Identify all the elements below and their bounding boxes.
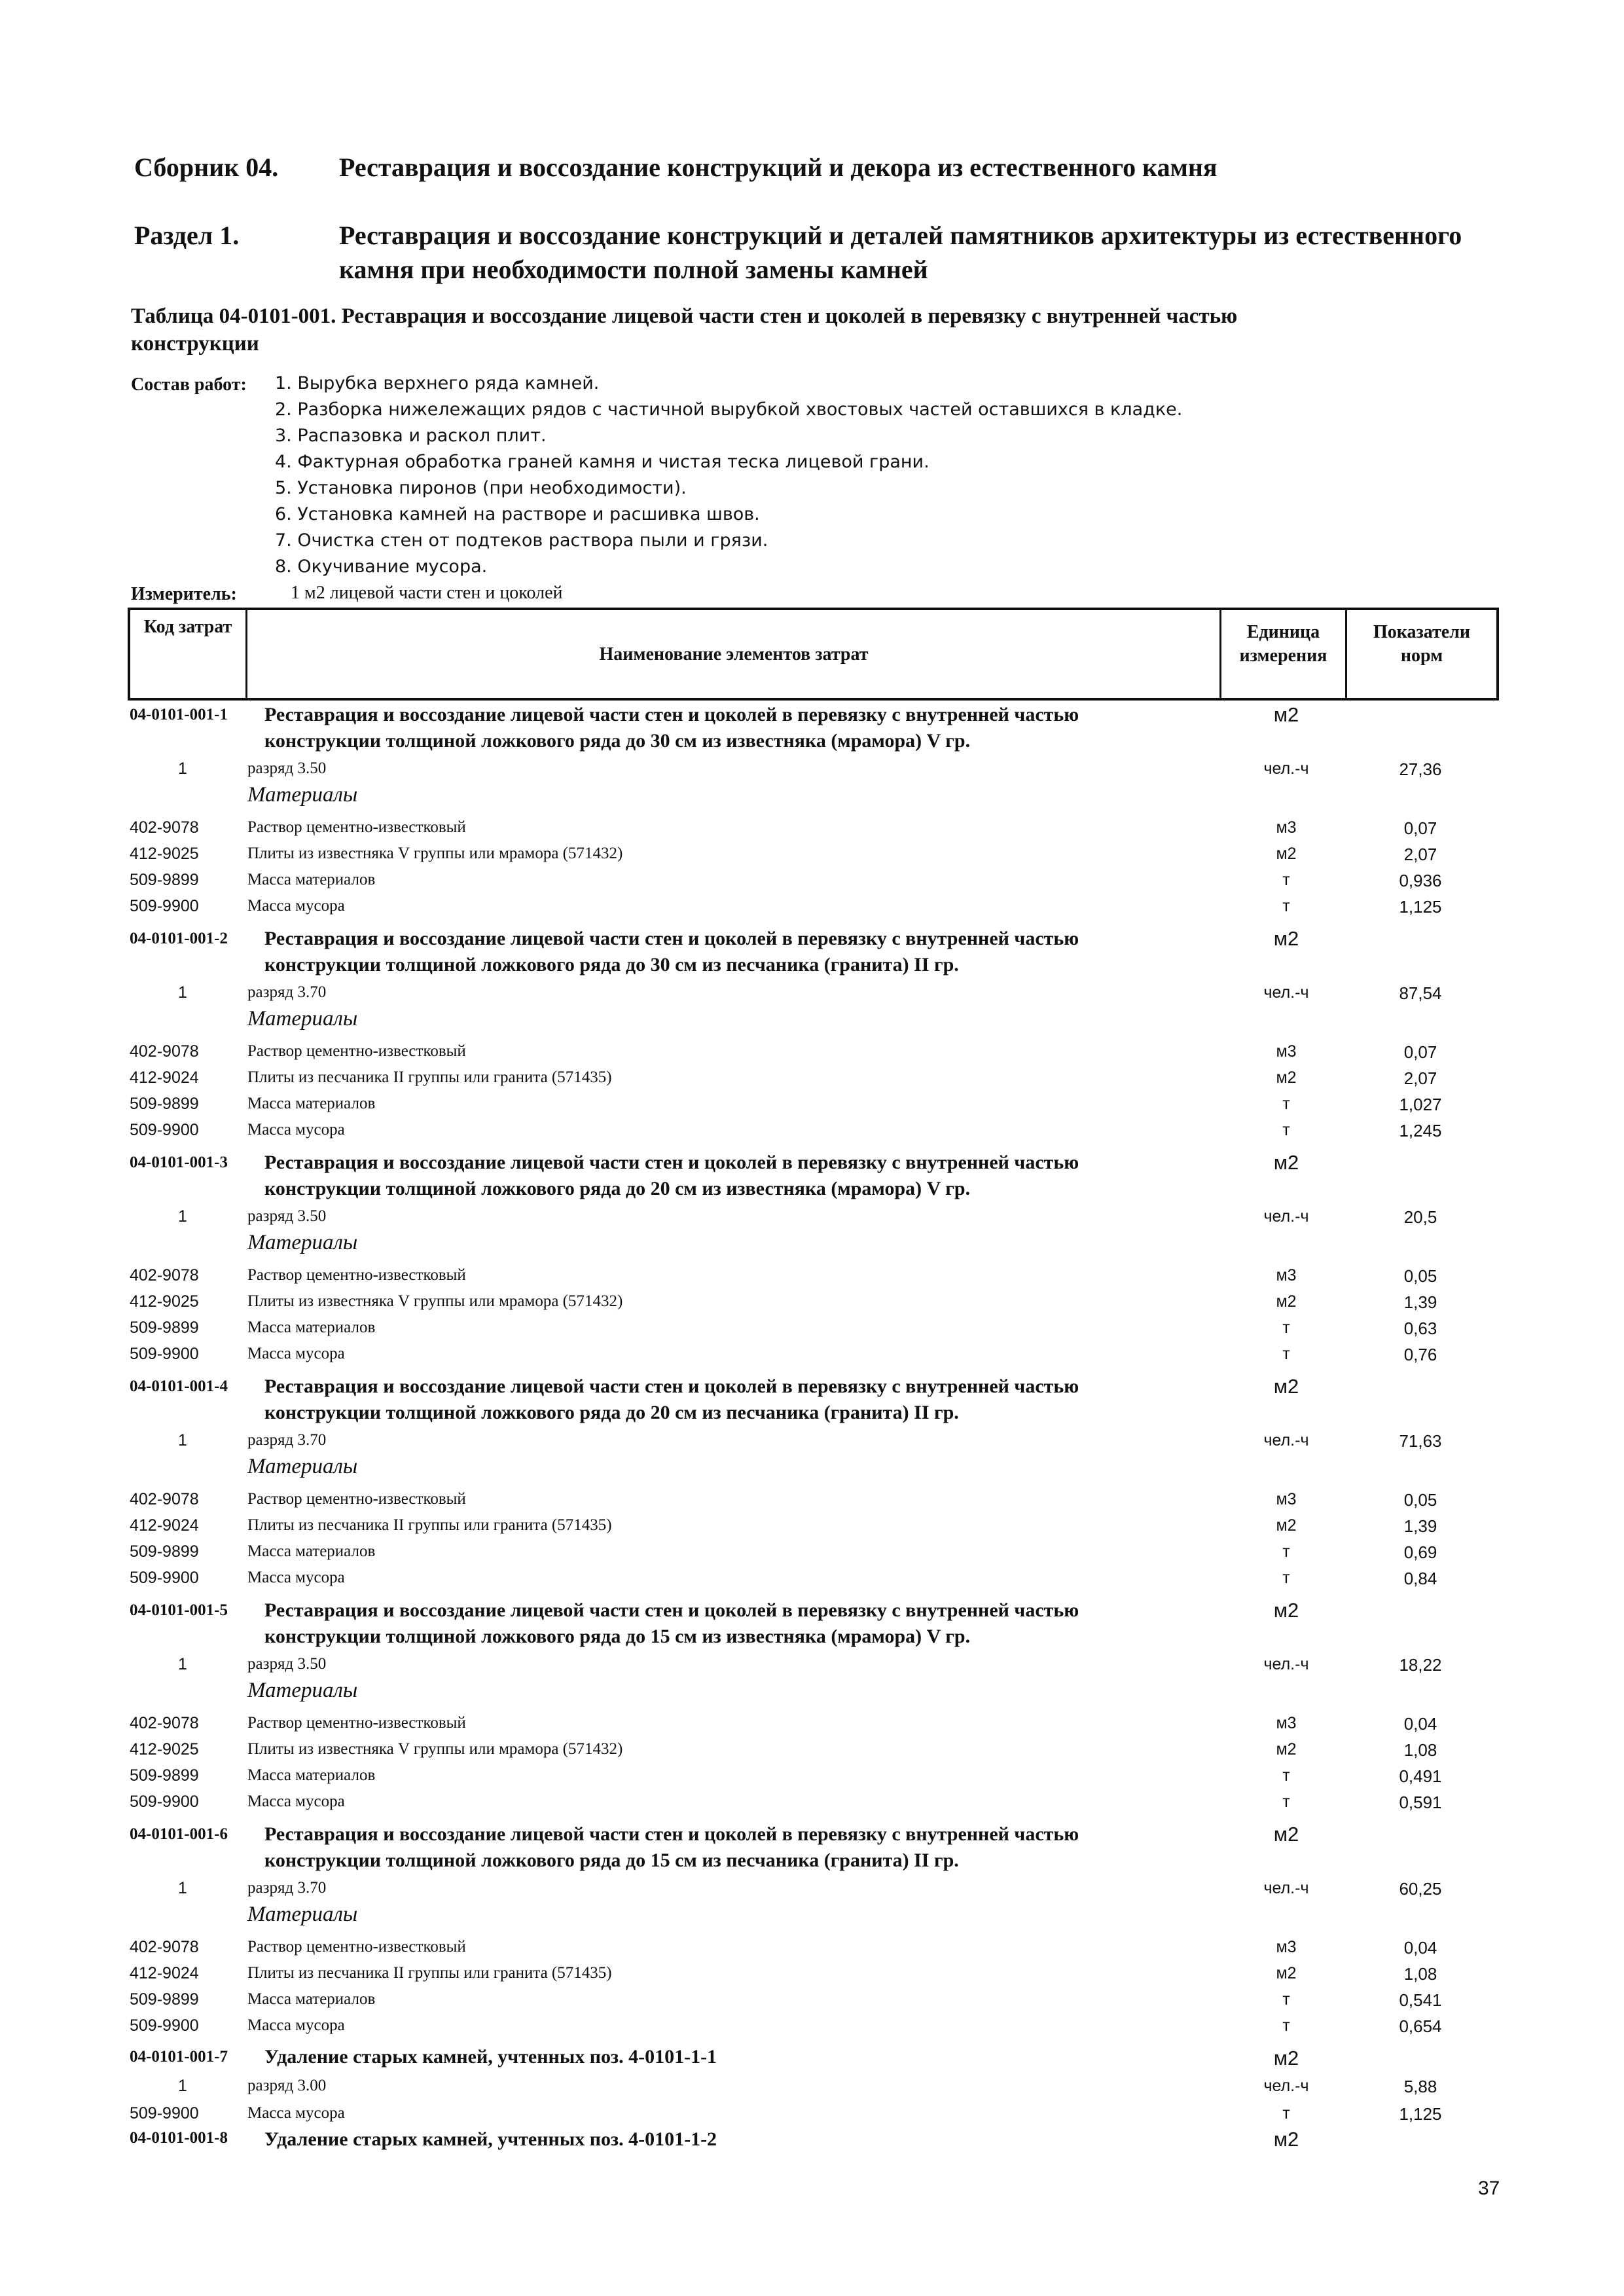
material-name: Плиты из известняка V группы или мрамора (571432): [247, 1292, 623, 1310]
material-unit: м2: [1276, 1068, 1297, 1087]
page-number: 37: [1478, 2178, 1500, 2199]
material-code: 402-9078: [130, 1266, 199, 1285]
material-unit: т: [1282, 871, 1290, 889]
labor-name: разряд 3.70: [247, 983, 327, 1001]
table-caption-line2: конструкции: [131, 332, 259, 355]
material-unit: т: [1282, 1793, 1290, 1811]
entry-unit: м2: [1273, 703, 1299, 726]
material-value: 1,125: [1399, 2104, 1442, 2124]
meter-label: Измеритель:: [131, 584, 237, 604]
material-value: 0,07: [1403, 1042, 1437, 1062]
material-value: 0,84: [1403, 1569, 1437, 1588]
entry-title: [264, 926, 1079, 978]
labor-unit: чел.-ч: [1263, 1655, 1309, 1673]
material-name: Масса материалов: [247, 1766, 376, 1784]
material-unit: м3: [1276, 1714, 1297, 1732]
entry-title-line2: конструкции толщиной ложкового ряда до 15 см из известняка (мрамора) V гр.: [264, 1626, 971, 1647]
material-unit: т: [1282, 897, 1290, 915]
material-name: Масса мусора: [247, 2016, 345, 2034]
material-value: 2,07: [1403, 845, 1437, 864]
material-unit: м2: [1276, 1964, 1297, 1982]
material-name: Масса мусора: [247, 1121, 345, 1139]
labor-num: 1: [178, 2077, 187, 2095]
material-code: 509-9900: [130, 1121, 199, 1139]
material-unit: т: [1282, 1766, 1290, 1785]
entry-code: 04-0101-001-5: [130, 1601, 228, 1619]
material-code: 412-9024: [130, 1964, 199, 1982]
entry-code: 04-0101-001-4: [130, 1377, 228, 1395]
material-unit: м2: [1276, 845, 1297, 863]
material-value: 0,654: [1399, 2016, 1442, 2036]
material-name: Раствор цементно-известковый: [247, 1714, 466, 1732]
material-unit: т: [1282, 1345, 1290, 1363]
material-name: Раствор цементно-известковый: [247, 1938, 466, 1956]
labor-unit: чел.-ч: [1263, 2077, 1309, 2095]
entry-code: 04-0101-001-3: [130, 1154, 228, 1171]
material-code: 509-9899: [130, 1095, 199, 1113]
material-code: 412-9025: [130, 1740, 199, 1758]
material-name: Плиты из песчаника II группы или гранита (571435): [247, 1964, 612, 1982]
material-code: 509-9899: [130, 1990, 199, 2009]
entry-title-line2: конструкции толщиной ложкового ряда до 30 см из известняка (мрамора) V гр.: [264, 730, 971, 752]
material-value: 1,125: [1399, 897, 1442, 917]
labor-name: разряд 3.70: [247, 1879, 327, 1897]
material-unit: м3: [1276, 1266, 1297, 1285]
materials-label: Материалы: [247, 1903, 358, 1926]
labor-unit: чел.-ч: [1263, 759, 1309, 778]
labor-value: 18,22: [1399, 1655, 1442, 1675]
material-code: 509-9899: [130, 1542, 199, 1561]
material-code: 412-9024: [130, 1068, 199, 1087]
works-list: [275, 371, 1182, 580]
material-value: 0,936: [1399, 871, 1442, 890]
header-norm-line1: Показатели: [1373, 622, 1471, 642]
materials-label: Материалы: [247, 783, 358, 807]
material-code: 509-9900: [130, 1345, 199, 1363]
material-unit: т: [1282, 2104, 1290, 2123]
material-name: Плиты из песчаника II группы или гранита (571435): [247, 1516, 612, 1534]
material-value: 1,39: [1403, 1292, 1437, 1312]
entry-code: 04-0101-001-8: [130, 2129, 228, 2147]
labor-name: разряд 3.50: [247, 1207, 327, 1225]
works-item: 1. Вырубка верхнего ряда камней.: [275, 373, 600, 393]
material-value: 0,04: [1403, 1714, 1437, 1734]
material-code: 509-9899: [130, 1766, 199, 1785]
material-name: Масса материалов: [247, 1319, 376, 1336]
header-unit-line2: измерения: [1239, 646, 1327, 666]
entry-title: [264, 1821, 1079, 1874]
entry-title: Удаление старых камней, учтенных поз. 4-0101-1-2: [264, 2128, 717, 2150]
labor-value: 20,5: [1403, 1207, 1437, 1227]
works-item: 3. Распазовка и раскол плит.: [275, 426, 547, 446]
works-item: 5. Установка пиронов (при необходимости).: [275, 478, 687, 498]
material-code: 509-9899: [130, 1319, 199, 1337]
labor-value: 60,25: [1399, 1879, 1442, 1899]
labor-num: 1: [178, 759, 187, 778]
material-unit: т: [1282, 1121, 1290, 1139]
section-title-line2: камня при необходимости полной замены камней: [339, 255, 928, 284]
material-value: 0,591: [1399, 1793, 1442, 1812]
entry-title-line1: Реставрация и воссоздание лицевой части стен и цоколей в перевязку с внутренней частью: [264, 1823, 1079, 1845]
material-unit: м2: [1276, 1740, 1297, 1758]
material-name: Масса материалов: [247, 1542, 376, 1560]
material-code: 509-9900: [130, 1569, 199, 1587]
material-unit: м3: [1276, 818, 1297, 837]
meter-value: 1 м2 лицевой части стен и цоколей: [291, 583, 563, 603]
header-code: Код затрат: [143, 617, 232, 637]
materials-label: Материалы: [247, 1007, 358, 1030]
labor-num: 1: [178, 983, 187, 1002]
entry-title: [264, 1150, 1079, 1202]
material-unit: т: [1282, 1542, 1290, 1561]
entry-title-line1: Реставрация и воссоздание лицевой части стен и цоколей в перевязку с внутренней частью: [264, 1376, 1079, 1397]
header-unit-line1: Единица: [1246, 622, 1320, 642]
entry-unit: м2: [1273, 2047, 1299, 2069]
material-unit: м3: [1276, 1490, 1297, 1508]
material-name: Раствор цементно-известковый: [247, 818, 466, 836]
material-code: 509-9900: [130, 2104, 199, 2123]
material-name: Плиты из известняка V группы или мрамора (571432): [247, 1740, 623, 1758]
entry-title-line1: Реставрация и воссоздание лицевой части стен и цоколей в перевязку с внутренней частью: [264, 928, 1079, 949]
material-value: 0,541: [1399, 1990, 1442, 2010]
material-code: 509-9900: [130, 2016, 199, 2035]
material-name: Масса мусора: [247, 1345, 345, 1362]
material-value: 1,39: [1403, 1516, 1437, 1536]
labor-name: разряд 3.70: [247, 1431, 327, 1449]
entry-title-line2: конструкции толщиной ложкового ряда до 20 см из известняка (мрамора) V гр.: [264, 1178, 971, 1199]
labor-num: 1: [178, 1207, 187, 1226]
entry-title-line1: Реставрация и воссоздание лицевой части стен и цоколей в перевязку с внутренней частью: [264, 704, 1079, 725]
works-item: 7. Очистка стен от подтеков раствора пыли и грязи.: [275, 530, 768, 551]
entry-title-line2: конструкции толщиной ложкового ряда до 20 см из песчаника (гранита) II гр.: [264, 1402, 959, 1423]
entry-title-line1: Реставрация и воссоздание лицевой части стен и цоколей в перевязку с внутренней частью: [264, 1152, 1079, 1173]
material-unit: т: [1282, 2016, 1290, 2035]
material-code: 412-9025: [130, 1292, 199, 1311]
header-divider: [245, 610, 247, 698]
labor-name: разряд 3.00: [247, 2077, 327, 2094]
material-value: 0,63: [1403, 1319, 1437, 1338]
material-name: Масса мусора: [247, 897, 345, 915]
works-item: 4. Фактурная обработка граней камня и чистая теска лицевой грани.: [275, 452, 929, 472]
material-code: 412-9025: [130, 845, 199, 863]
header-norm: [1347, 621, 1496, 668]
labor-value: 27,36: [1399, 759, 1442, 779]
entry-title: Удаление старых камней, учтенных поз. 4-0101-1-1: [264, 2046, 717, 2068]
entry-unit: м2: [1273, 1599, 1299, 1622]
material-code: 402-9078: [130, 1714, 199, 1732]
labor-num: 1: [178, 1655, 187, 1673]
entry-title-line1: Реставрация и воссоздание лицевой части стен и цоколей в перевязку с внутренней частью: [264, 1599, 1079, 1621]
material-code: 402-9078: [130, 1490, 199, 1508]
material-name: Масса материалов: [247, 1990, 376, 2008]
header-name: Наименование элементов затрат: [599, 644, 869, 665]
entry-code: 04-0101-001-1: [130, 706, 228, 723]
material-unit: м2: [1276, 1292, 1297, 1311]
works-item: 2. Разборка нижележащих рядов с частичной вырубкой хвостовых частей оставшихся в кладке.: [275, 399, 1183, 420]
section-label: Раздел 1.: [134, 221, 240, 250]
entry-unit: м2: [1273, 2128, 1299, 2151]
material-value: 0,05: [1403, 1490, 1437, 1510]
material-value: 0,69: [1403, 1542, 1437, 1562]
labor-unit: чел.-ч: [1263, 1879, 1309, 1897]
material-code: 402-9078: [130, 1042, 199, 1061]
labor-value: 87,54: [1399, 983, 1442, 1003]
material-code: 509-9900: [130, 1793, 199, 1811]
materials-label: Материалы: [247, 1679, 358, 1702]
material-value: 0,05: [1403, 1266, 1437, 1286]
works-item: 6. Установка камней на растворе и расшивка швов.: [275, 504, 760, 524]
material-value: 1,245: [1399, 1121, 1442, 1140]
labor-unit: чел.-ч: [1263, 1207, 1309, 1226]
material-unit: т: [1282, 1990, 1290, 2009]
material-value: 0,07: [1403, 818, 1437, 838]
entry-code: 04-0101-001-6: [130, 1825, 228, 1843]
materials-label: Материалы: [247, 1455, 358, 1478]
collection-title: Реставрация и воссоздание конструкций и декора из естественного камня: [339, 153, 1218, 182]
material-name: Масса материалов: [247, 871, 376, 888]
works-label: Состав работ:: [131, 374, 247, 395]
material-value: 1,08: [1403, 1964, 1437, 1984]
table-caption-line1: Таблица 04-0101-001. Реставрация и воссоздание лицевой части стен и цоколей в перевязку с внутренней частью: [131, 304, 1238, 328]
works-item: 8. Окучивание мусора.: [275, 556, 488, 577]
material-code: 402-9078: [130, 1938, 199, 1956]
material-name: Раствор цементно-известковый: [247, 1266, 466, 1284]
labor-num: 1: [178, 1431, 187, 1449]
material-value: 1,027: [1399, 1095, 1442, 1114]
material-name: Плиты из известняка V группы или мрамора (571432): [247, 845, 623, 862]
labor-name: разряд 3.50: [247, 1655, 327, 1673]
material-name: Раствор цементно-известковый: [247, 1490, 466, 1508]
material-code: 402-9078: [130, 818, 199, 837]
section-title-line1: Реставрация и воссоздание конструкций и деталей памятников архитектуры из естественного: [339, 221, 1462, 250]
entry-title-line2: конструкции толщиной ложкового ряда до 30 см из песчаника (гранита) II гр.: [264, 954, 959, 975]
material-unit: м2: [1276, 1516, 1297, 1535]
material-name: Масса материалов: [247, 1095, 376, 1112]
material-unit: т: [1282, 1569, 1290, 1587]
material-value: 0,04: [1403, 1938, 1437, 1958]
entry-unit: м2: [1273, 1151, 1299, 1174]
material-name: Масса мусора: [247, 1793, 345, 1810]
entry-unit: м2: [1273, 1823, 1299, 1846]
material-unit: т: [1282, 1319, 1290, 1337]
materials-label: Материалы: [247, 1231, 358, 1254]
labor-num: 1: [178, 1879, 187, 1897]
header-unit: [1221, 621, 1345, 668]
material-code: 412-9024: [130, 1516, 199, 1535]
entry-title: [264, 702, 1079, 754]
material-value: 2,07: [1403, 1068, 1437, 1088]
material-unit: м3: [1276, 1938, 1297, 1956]
material-name: Раствор цементно-известковый: [247, 1042, 466, 1060]
entry-title: [264, 1374, 1079, 1426]
material-name: Масса мусора: [247, 2104, 345, 2122]
material-value: 1,08: [1403, 1740, 1437, 1760]
entry-unit: м2: [1273, 927, 1299, 950]
labor-unit: чел.-ч: [1263, 983, 1309, 1002]
labor-name: разряд 3.50: [247, 759, 327, 777]
header-norm-line2: норм: [1400, 646, 1443, 666]
material-name: Плиты из песчаника II группы или гранита (571435): [247, 1068, 612, 1086]
entry-unit: м2: [1273, 1375, 1299, 1398]
material-code: 509-9900: [130, 897, 199, 915]
table-header: [128, 608, 1499, 701]
material-unit: м3: [1276, 1042, 1297, 1061]
labor-value: 5,88: [1403, 2077, 1437, 2096]
material-value: 0,76: [1403, 1345, 1437, 1364]
entry-code: 04-0101-001-2: [130, 930, 228, 947]
material-unit: т: [1282, 1095, 1290, 1113]
material-name: Масса мусора: [247, 1569, 345, 1586]
material-code: 509-9899: [130, 871, 199, 889]
labor-unit: чел.-ч: [1263, 1431, 1309, 1449]
labor-value: 71,63: [1399, 1431, 1442, 1451]
collection-label: Сборник 04.: [134, 153, 279, 182]
entry-title-line2: конструкции толщиной ложкового ряда до 15 см из песчаника (гранита) II гр.: [264, 1850, 959, 1871]
entry-code: 04-0101-001-7: [130, 2048, 228, 2066]
entry-title: [264, 1597, 1079, 1650]
material-value: 0,491: [1399, 1766, 1442, 1786]
